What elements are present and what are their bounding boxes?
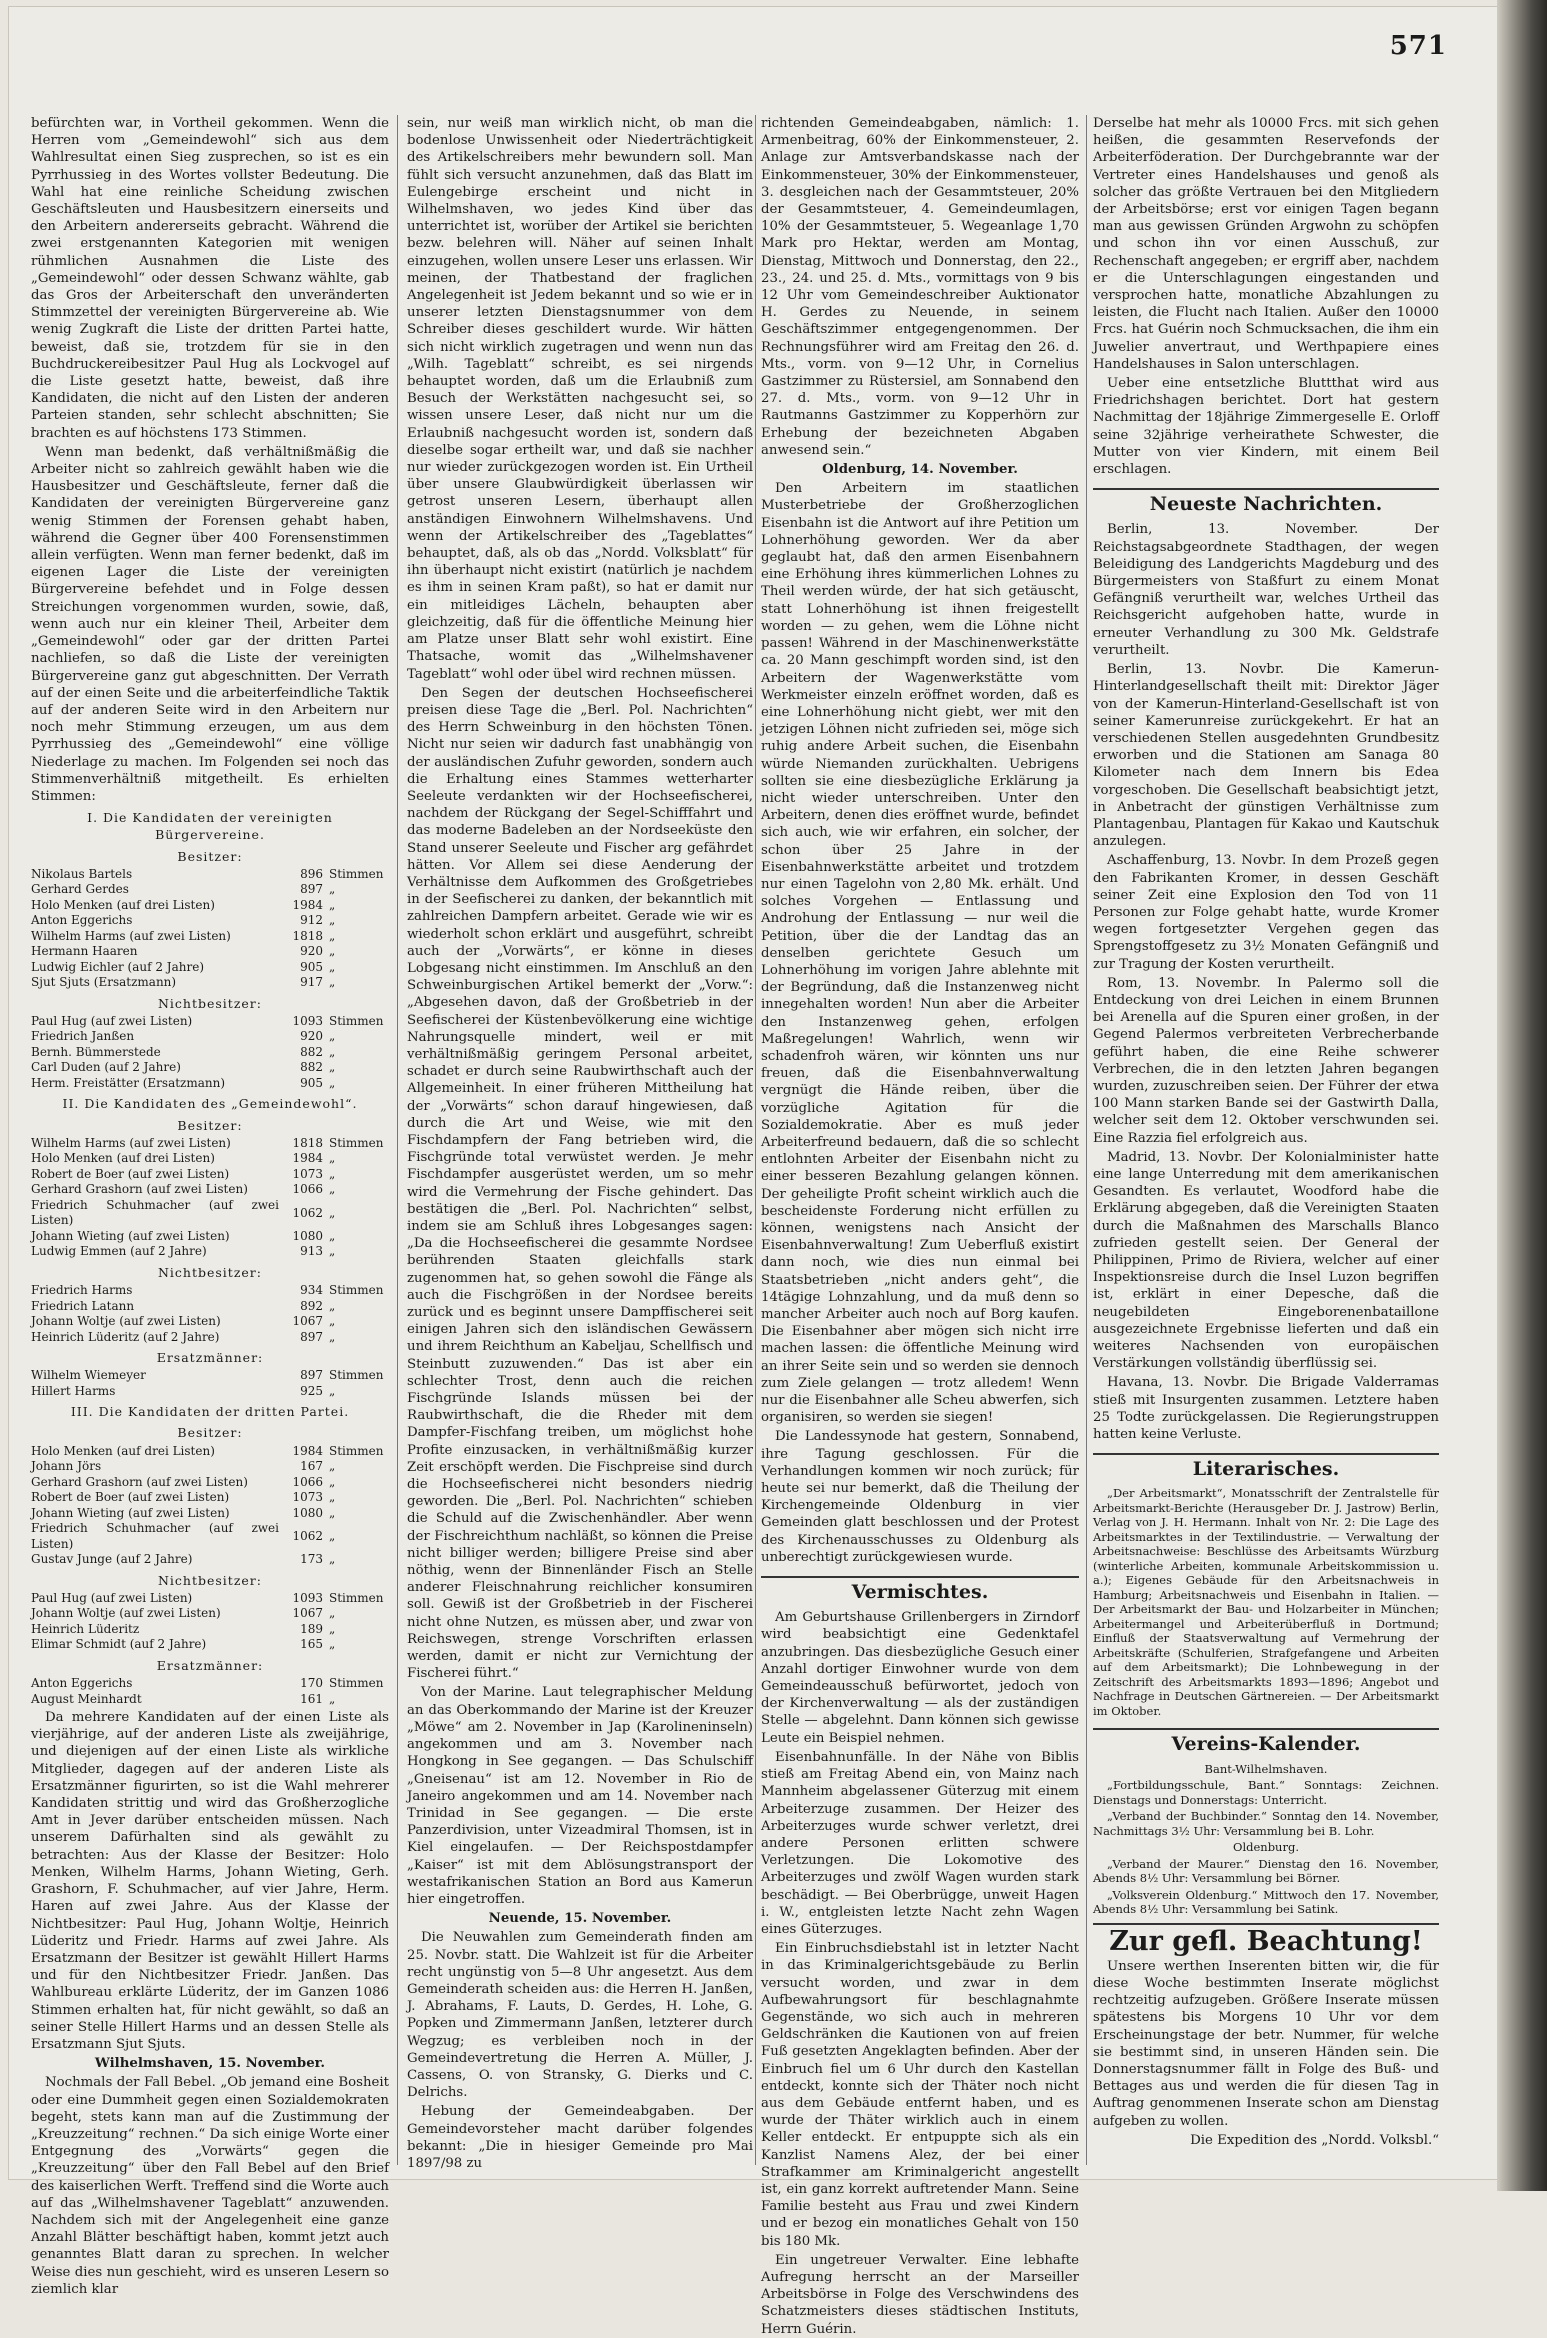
- vote-row: [31, 1229, 389, 1245]
- candidate-name: Bernh. Bümmerstede: [31, 1044, 161, 1059]
- candidate-name: Gustav Junge (auf 2 Jahre): [31, 1552, 193, 1567]
- candidate-name: Paul Hug (auf zwei Listen): [31, 1590, 193, 1605]
- candidate-name: Heinrich Lüderitz (auf 2 Jahre): [31, 1329, 220, 1344]
- article-paragraph: sein, nur weiß man wirklich nicht, ob man die bodenlose Unwissenheit oder Niederträchtigkeit des Artikelschreibers mehr bewundern soll. Man fühlt sich versucht anzunehmen, daß das Blatt im Eulengebirge erscheint und nicht in Wilhelmshaven, wo jedes Kind über das unterrichtet ist, worüber der Artikel sie berichten bezw. belehren will. Näher auf seinen Inhalt einzugehen, wollen unsere Leser uns erlassen. Wir meinen, der Thatbestand der fraglichen Angelegenheit ist Jedem bekannt und so wie er in unserer letzten Dienstagsnummer von dem Schreiber dieses geschildert wurde. Wir hätten sich nicht wirklich zugetragen und wenn nun das „Wilh. Tageblatt“ schreibt, es sei nirgends behauptet worden, daß um die Erlaubniß zum Besuch der Werkstätten nachgesucht sei, so wissen unsere Leser, daß nicht nur um die Erlaubniß nachgesucht worden ist, sondern daß dieselbe sogar ertheilt war, und daß sie nachher nur wieder zurückgezogen worden ist. Ein Urtheil über unsere Glaubwürdigkeit überlassen wir getrost unseren Lesern, überhaupt allen anständigen Einwohnern Wilhelmshavens. Und wenn der Artikelschreiber des „Tageblattes“ behauptet, daß, als ob das „Nordd. Volksblatt“ für ihn überhaupt nicht existirt (natürlich je nachdem es ihm in seinen Kram paßt), so hat er damit nur ein mitleidiges Lächeln, behaupten aber gleichzeitig, daß für die öffentliche Meinung hier am Platze unser Blatt sehr wohl existirt. Eine Thatsache, womit das „Wilhelmshavener Tageblatt“ wohl oder übel wird rechnen müssen.: [407, 116, 753, 682]
- vote-count: 934: [300, 1283, 323, 1298]
- candidate-name: Holo Menken (auf drei Listen): [31, 1443, 215, 1458]
- candidate-name: Ludwig Eichler (auf 2 Jahre): [31, 959, 205, 974]
- vote-count: 1080: [292, 1228, 323, 1243]
- vote-row: [31, 1060, 389, 1076]
- vote-unit: Stimmen: [329, 1135, 384, 1150]
- vote-table: [31, 1014, 389, 1092]
- candidate-name: Sjut Sjuts (Ersatzmann): [31, 975, 177, 990]
- vote-row: [31, 1014, 389, 1030]
- vote-count: 1984: [292, 897, 323, 912]
- list-item: Rom, 13. Novembr. In Palermo soll die Entdeckung von drei Leichen in einem Brunnen bei Arenella auf die Spuren einer großen, in der Gegend Palermos verbreiteten Verbrecherbande geführt haben, die eine Reihe schwerer Verbrechen, die in den letzten Jahren begangen wurden, zuzuschreiben seien. Der Führer der etwa 100 Mann starken Bande sei der Gastwirth Dalla, welcher seit dem 12. Oktober verschwunden sei. Eine Razzia fiel erfolgreich aus.: [1093, 975, 1439, 1146]
- article-paragraph: Ein Einbruchsdiebstahl ist in letzter Nacht in das Kriminalgerichtsgebäude zu Berlin versucht worden, und zwar in dem Aufbewahrungsort für beschlagnahmte Gegenstände, wo sich auch in mehreren Geldschränken die Kautionen von auf freien Fuß gesetzten Angeklagten befinden. Aber der Einbruch fiel um 6 Uhr durch den Kastellan entdeckt, konnte sich der Thäter noch nicht aus dem Gebäude entfernt haben, und es wurde der Thäter wirklich auch in einem Keller entdeckt. Er entpuppte sich als ein Kanzlist Namens Alez, der bei einer Strafkammer am Kriminalgericht angestellt ist, ein ganz korrekt auftretender Mann. Seine Familie besteht aus Frau und zwei Kindern und er bezog ein monatliches Gehalt von 150 bis 180 Mk.: [761, 1941, 1079, 2249]
- vote-count: 165: [300, 1637, 323, 1652]
- candidate-name: Gerhard Grashorn (auf zwei Listen): [31, 1182, 248, 1197]
- vote-unit: „: [329, 1044, 336, 1059]
- article-paragraph: Wenn man bedenkt, daß verhältnißmäßig die Arbeiter nicht so zahlreich gewählt haben wie die Hausbesitzer und Geschäftsleute, ferner daß die Kandidaten der vereinigten Bürgervereine ganz wenig Stimmen der Forensen gehabt haben, während die Gegner über 400 Forensenstimmen allein verfügten. Wenn man ferner bedenkt, daß im eigenen Lager die Liste der vereinigten Bürgervereine befehdet und in Folge dessen Streichungen vorgenommen wurden, sowie, daß, wenn auch nur ein kleiner Theil, Arbeiter dem „Gemeindewohl“ oder gar der dritten Partei nachliefen, so daß die Liste der vereinigten Bürgervereine ganz gut abgeschnitten. Der Verrath auf der einen Seite und die arbeiterfeindliche Taktik auf der anderen Seite wird in den Arbeitern nur noch mehr Stimmung erzeugen, um aus dem Pyrrhussieg des „Gemeindewohl“ eine völlige Niederlage zu machen. Im Folgenden sei noch das Stimmenverhältniß mitgetheilt. Es erhielten Stimmen:: [31, 444, 389, 804]
- list-heading: II. Die Kandidaten des „Gemeindewohl“.: [62, 1096, 358, 1112]
- notice-signature: Die Expedition des „Nordd. Volksbl.“: [1190, 2132, 1439, 2148]
- vote-unit: „: [329, 1298, 336, 1313]
- section-title: Vermischtes.: [761, 1576, 1079, 1601]
- vote-unit: „: [329, 1182, 336, 1197]
- vote-unit: „: [329, 897, 336, 912]
- vote-table: [31, 1368, 389, 1399]
- article-paragraph: Von der Marine. Laut telegraphischer Meldung an das Oberkommando der Marine ist der Kreuzer „Möwe“ am 2. November in Jap (Karolineninseln) angekommen und am 3. November nach Hongkong in See gegangen. — Das Schulschiff „Gneisenau“ ist am 12. November in Rio de Janeiro angekommen und am 14. November nach Trinidad in See gegangen. — Die erste Panzerdivision, unter Vizeadmiral Thomsen, ist in Kiel eingelaufen. — Der Reichspostdampfer „Kaiser“ ist mit dem Ablösungstransport der westafrikanischen Station an Bord aus Kamerun hier eingetroffen.: [407, 1685, 753, 1907]
- vote-count: 913: [300, 1244, 323, 1259]
- vote-unit: „: [329, 1691, 336, 1706]
- vote-row: [31, 1368, 389, 1384]
- vote-unit: „: [329, 913, 336, 928]
- vote-unit: Stimmen: [329, 1013, 384, 1028]
- vote-unit: „: [329, 1383, 336, 1398]
- vote-count: 1984: [292, 1151, 323, 1166]
- newspaper-page: [8, 6, 1528, 2337]
- notice-title: Zur gefl. Beachtung!: [1093, 1923, 1439, 1950]
- vote-unit: „: [329, 1528, 336, 1543]
- calendar-location: Bant-Wilhelmshaven.: [1204, 1761, 1328, 1776]
- candidate-name: Carl Duden (auf 2 Jahre): [31, 1060, 181, 1075]
- vote-row: [31, 1182, 389, 1198]
- vote-unit: „: [329, 1621, 336, 1636]
- list-item: „Volksverein Oldenburg.“ Mittwoch den 17. November, Abends 8½ Uhr: Versammlung bei Satink.: [1093, 1887, 1439, 1917]
- article-paragraph: Die Neuwahlen zum Gemeinderath finden am 25. Novbr. statt. Die Wahlzeit ist für die Arbeiter recht ungünstig von 5—8 Uhr angesetzt. Aus dem Gemeinderath scheiden aus: die Herren H. Janßen, J. Abrahams, F. Lauts, D. Gerdes, H. Lohe, G. Popken und Zimmermann Janßen, letzterer durch Wegzug; es verbleiben noch in der Gemeindevertretung die Herren A. Müller, J. Cassens, O. von Stransky, G. Dierks und C. Delrichs.: [407, 1930, 753, 2101]
- vote-unit: „: [329, 928, 336, 943]
- vote-row: [31, 1167, 389, 1183]
- vote-row: [31, 1622, 389, 1638]
- list-item: Berlin, 13. Novbr. Die Kamerun-Hinterlandgesellschaft theilt mit: Direktor Jäger von der Kamerun-Hinterland-Gesellschaft ist von seiner Kamerunreise zurückgekehrt. Er hat an verschiedenen Stellen ausgedehnten Grundbesitz erworben und die Stationen am Sanaga 80 Kilometer nach dem Innern bis Edea vorgeschoben. Die Gesellschaft beabsichtigt jetzt, in Anbetracht der günstigen Verhältnisse zum Plantagenbau, Plantagen für Kakao und Kautschuk anzulegen.: [1093, 662, 1439, 850]
- vote-count: 1093: [292, 1590, 323, 1605]
- vote-count: 167: [300, 1459, 323, 1474]
- vote-row: [31, 1490, 389, 1506]
- vote-row: [31, 913, 389, 929]
- article-paragraph: Hebung der Gemeindeabgaben. Der Gemeindevorsteher macht darüber folgendes bekannt: „Die in hiesiger Gemeinde pro Mai 1897/98 zu: [407, 2104, 753, 2171]
- article-paragraph: Die Landessynode hat gestern, Sonnabend, ihre Tagung geschlossen. Für die Verhandlungen kommen wir noch zurück; für heute sei nur bemerkt, daß die Theilung der Kirchengemeinde Oldenburg in vier Gemeinden glatt beschlossen und der Protest des Kirchenausschusses zu Oldenburg als unberechtigt zurückgewiesen wurde.: [761, 1429, 1079, 1565]
- section-title: Neueste Nachrichten.: [1093, 488, 1439, 513]
- vote-row: [31, 1198, 389, 1229]
- candidate-name: August Meinhardt: [31, 1691, 142, 1706]
- vote-row: [31, 929, 389, 945]
- vote-unit: „: [329, 944, 336, 959]
- list-subheading: Besitzer:: [177, 1117, 243, 1133]
- vote-row: [31, 1283, 389, 1299]
- candidate-name: Nikolaus Bartels: [31, 866, 133, 881]
- vote-unit: Stimmen: [329, 1676, 384, 1691]
- binding-spine: [1497, 0, 1547, 2191]
- vote-row: [31, 1299, 389, 1315]
- page-number: 571: [1389, 31, 1447, 61]
- article-paragraph: Ein ungetreuer Verwalter. Eine lebhafte Aufregung herrscht an der Marseiller Arbeitsbörse in Folge des Verschwindens des Schatzmeisters dieses städtischen Instituts, Herrn Guérin.: [761, 2252, 1079, 2337]
- vote-count: 1062: [292, 1528, 323, 1543]
- vote-count: 173: [300, 1552, 323, 1567]
- candidate-name: Friedrich Harms: [31, 1283, 133, 1298]
- vote-unit: Stimmen: [329, 866, 384, 881]
- vote-table: [31, 1136, 389, 1260]
- vote-count: 161: [300, 1691, 323, 1706]
- vote-row: [31, 1151, 389, 1167]
- calendar-list: [1093, 1778, 1439, 1838]
- vote-row: [31, 1552, 389, 1568]
- article-paragraph: Nochmals der Fall Bebel. „Ob jemand eine Bosheit oder eine Dummheit gegen einen Sozialdemokraten begeht, stets kann man auf die Zustimmung der „Kreuzzeitung“ rechnen.“ Da sich einige Worte einer Entgegnung des „Vorwärts“ gegen die „Kreuzzeitung“ über den Fall Bebel auf den Brief des kaiserlichen Werft. Treffend sind die Worte auch auf das „Wilhelmshavener Tageblatt“ anzuwenden. Nachdem sich mit der Angelegenheit eine ganze Anzahl Blätter beschäftigt haben, kommt jetzt auch genanntes Blatt daran zu sprechen. In welcher Weise dies nun geschieht, wird es unseren Lesern so ziemlich klar: [31, 2075, 389, 2297]
- vote-row: [31, 1506, 389, 1522]
- article-paragraph: befürchten war, in Vortheil gekommen. Wenn die Herren vom „Gemeindewohl“ sich aus dem Wahlresultat einen Sieg zusprechen, so ist es ein Pyrrhussieg in des Wortes vollster Bedeutung. Die Wahl hat eine reinliche Scheidung zwischen Geschäftsleuten und Hausbesitzern einerseits und den Arbeitern andererseits gebracht. Während die zwei erstgenannten Kategorien mit wenigen rühmlichen Ausnahmen die Liste des „Gemeindewohl“ oder dessen Schwanz wählte, gab das Gros der Arbeiterschaft den unveränderten Stimmzettel der vereinigten Bürgervereine ab. Wie wenig Zugkraft die Liste der dritten Partei hatte, beweist, daß sie, trotzdem für sie in den Buchdruckereibesitzer Paul Hug als Lockvogel auf die Liste gesetzt hatte, beweist, daß ihre Kandidaten, die nicht auf den Listen der anderen Parteien standen, sehr schlecht abschnitten; Sie brachten es auf höchstens 173 Stimmen.: [31, 116, 389, 441]
- vote-row: [31, 960, 389, 976]
- vote-row: [31, 1606, 389, 1622]
- vote-unit: „: [329, 1244, 336, 1259]
- vote-unit: „: [329, 959, 336, 974]
- vote-unit: „: [329, 1029, 336, 1044]
- vote-count: 897: [300, 882, 323, 897]
- vote-unit: „: [329, 882, 336, 897]
- vote-table: [31, 867, 389, 991]
- list-subheading: Nichtbesitzer:: [157, 995, 262, 1011]
- vote-count: 1073: [292, 1166, 323, 1181]
- vote-row: [31, 1136, 389, 1152]
- candidate-name: Gerhard Gerdes: [31, 882, 129, 897]
- list-item: Berlin, 13. November. Der Reichstagsabgeordnete Stadthagen, der wegen Beleidigung des Landgerichts Magdeburg und des Bürgermeisters von Staßfurt zu einem Monat Gefängniß verurtheilt war, welches Urtheil das Reichsgericht aufgehoben hatte, wurde in erneuter Verhandlung zu 300 Mk. Geldstrafe verurtheilt.: [1093, 522, 1439, 658]
- column-rule: [1086, 115, 1087, 2165]
- vote-row: [31, 1521, 389, 1552]
- candidate-name: Wilhelm Harms (auf zwei Listen): [31, 1135, 231, 1150]
- vote-row: [31, 867, 389, 883]
- vote-table: [31, 1591, 389, 1653]
- vote-count: 897: [300, 1368, 323, 1383]
- vote-unit: „: [329, 1205, 336, 1220]
- vote-unit: „: [329, 1459, 336, 1474]
- candidate-name: Friedrich Latann: [31, 1298, 135, 1313]
- vote-count: 1818: [292, 1135, 323, 1150]
- vote-count: 1062: [292, 1205, 323, 1220]
- candidate-name: Heinrich Lüderitz: [31, 1621, 140, 1636]
- list-item: „Verband der Buchbinder.“ Sonntag den 14. November, Nachmittags 3½ Uhr: Versammlung bei B. Lohr.: [1093, 1809, 1439, 1838]
- vote-count: 170: [300, 1676, 323, 1691]
- candidate-name: Anton Eggerichs: [31, 913, 133, 928]
- vote-count: 1067: [292, 1606, 323, 1621]
- column-2: [407, 115, 753, 2175]
- section-title: Literarisches.: [1093, 1453, 1439, 1478]
- candidate-name: Anton Eggerichs: [31, 1676, 133, 1691]
- vote-count: 1067: [292, 1314, 323, 1329]
- vote-row: [31, 1459, 389, 1475]
- vote-unit: Stimmen: [329, 1283, 384, 1298]
- list-item: „Verband der Maurer.“ Dienstag den 16. November, Abends 8½ Uhr: Versammlung bei Börner.: [1093, 1856, 1439, 1886]
- vote-unit: „: [329, 1490, 336, 1505]
- column-4: [1093, 115, 1439, 2175]
- candidate-name: Johann Woltje (auf zwei Listen): [31, 1314, 221, 1329]
- vote-count: 1073: [292, 1490, 323, 1505]
- list-subheading: Nichtbesitzer:: [157, 1572, 262, 1588]
- candidate-name: Gerhard Grashorn (auf zwei Listen): [31, 1474, 248, 1489]
- candidate-name: Johann Wieting (auf zwei Listen): [31, 1505, 230, 1520]
- vote-count: 1984: [292, 1443, 323, 1458]
- vote-unit: „: [329, 1075, 336, 1090]
- vote-count: 1093: [292, 1013, 323, 1028]
- list-item: Aschaffenburg, 13. Novbr. In dem Prozeß gegen den Fabrikanten Kromer, in dessen Geschäft seiner Zeit eine Explosion den Tod von 11 Personen zur Folge gehabt hatte, wurde Kromer wegen fortgesetzter Vergehen gegen das Sprengstoffgesetz zu 3½ Monaten Gefängniß und zur Tragung der Kosten verurtheilt.: [1093, 853, 1439, 972]
- vote-row: [31, 1676, 389, 1692]
- candidate-name: Johann Woltje (auf zwei Listen): [31, 1606, 221, 1621]
- vote-count: 917: [300, 975, 323, 990]
- vote-row: [31, 1314, 389, 1330]
- candidate-name: Wilhelm Wiemeyer: [31, 1368, 146, 1383]
- candidate-name: Friedrich Schuhmacher (auf zwei Listen): [31, 1197, 279, 1228]
- candidate-name: Hermann Haaren: [31, 944, 138, 959]
- vote-count: 882: [300, 1060, 323, 1075]
- vote-count: 896: [300, 866, 323, 881]
- vote-count: 905: [300, 1075, 323, 1090]
- vote-count: 925: [300, 1383, 323, 1398]
- vote-unit: Stimmen: [329, 1443, 384, 1458]
- article-paragraph: richtenden Gemeindeabgaben, nämlich: 1. Armenbeitrag, 60% der Einkommensteuer, 2. Anlage zur Amtsverbandskasse nach der Einkommensteuer, 30% der Einkommensteuer, 3. desgleichen nach der Gesammtsteuer, 20% der Gesammtsteuer, 4. Gemeindeumlagen, 10% der Gesammtsteuer, 5. Wegeanlage 1,70 Mark pro Hektar, werden am Montag, Dienstag, Mittwoch und Donnerstag, den 22., 23., 24. und 25. d. Mts., vormittags von 9 bis 12 Uhr vom Gemeindeschreiber Auktionator H. Gerdes zu Neuende, in seinem Geschäftszimmer entgegengenommen. Der Rechnungsführer wird am Freitag den 26. d. Mts., vorm. von 9—12 Uhr, in Cornelius Gastzimmer zu Rüstersiel, am Sonnabend den 27. d. Mts., vorm. von 9—12 Uhr in Rautmanns Gastzimmer zu Kopperhörn zur Erhebung der bezeichneten Abgaben anwesend sein.“: [761, 116, 1079, 458]
- candidate-name: Johann Jörs: [31, 1459, 102, 1474]
- article-paragraph: Ueber eine entsetzliche Bluttthat wird aus Friedrichshagen berichtet. Dort hat gestern Nachmittag der 18jährige Zimmergeselle E. Orloff seine 32jährige verheirathete Schwester, die Mutter von vier Kindern, mit einem Beil erschlagen.: [1093, 376, 1439, 478]
- dateline: Neuende, 15. November.: [488, 1911, 672, 1927]
- article-paragraph: Den Segen der deutschen Hochseefischerei preisen diese Tage die „Berl. Pol. Nachrichten“ des Herrn Schweinburg in den höchsten Tönen. Nicht nur seien wir dadurch fast unabhängig von der ausländischen Zufuhr geworden, sondern auch die Erhaltung eines Stammes wetterharter Seeleute verdankten wir der Hochseefischerei, nachdem der Rückgang der Segel-Schifffahrt und das moderne Badeleben an der Nordseeküste den Stand unserer Seeleute und Fischer arg gefährdet hätten. Vor Allem sei diese Aenderung der Verhältnisse dem Aufkommen des Großgetriebes in der Seefischerei zu danken, der bekanntlich mit zahlreichen Dampfern arbeitet. Gerade wie wir es wiederholt schon erklärt und ausgeführt, schreibt auch der „Vorwärts“, er könne in dieses Lobgesang nicht einstimmen. Im Anschluß an den Schweinburgischen Artikel bemerkt der „Vorw.“: „Abgesehen davon, daß der Großbetrieb in der Seefischerei der Küstenbevölkerung eine wichtige Nahrungsquelle mindert, weil er mit verhältnißmäßig geringem Personal arbeitet, schadet er durch seine Raubwirthschaft auch der Allgemeinheit. In einer früheren Mittheilung hat der „Vorwärts“ schon darauf hingewiesen, daß durch die Art und Weise, wie mit den Fischdampfern der Fang betrieben wird, die Fischgründe total verwüstet werden. Je mehr Fischdampfer ausgerüstet werden, um so mehr wird die Vermehrung der Fische gehindert. Das bestätigen die „Berl. Pol. Nachrichten“ selbst, indem sie am Schluß ihres Lobgesanges sagen: „Da die Hochseefischerei die gesammte Nordsee berührenden Staaten gleichfalls stark zugenommen hat, so gehen sowohl die Fänge als auch die Fischgrößen in der Nordsee bereits zurück und es beginnt unsere Dampffischerei seit einigen Jahren sich den isländischen Gewässern und ihrem Reichthum an Kabeljau, Schellfisch und Steinbutt zuzuwenden.“ Das ist aber ein schlechter Trost, denn auch die reichen Fischgründe Islands müssen bei der Raubwirthschaft, die die Rheder mit dem Dampfer-Fischfang treiben, um möglichst hohe Profite einzusacken, in verhältnißmäßig kurzer Zeit erschöpft werden. Die Fischpreise sind durch die Hochseefischerei nicht besonders niedrig geworden. Die „Berl. Pol. Nachrichten“ schieben die Schuld auf die Zwischenhändler. Aber wenn der Fischreichthum nachläßt, so können die Preise nicht billiger werden; billigere Preise sind aber nöthig, wenn der Binnenländer Fisch an Stelle anderer Fleischnahrung reichlicher konsumiren soll. Gewiß ist der Großbetrieb in der Fischerei nicht ohne Nutzen, es müssen aber, und zwar von Reichswegen, strenge Vorschriften erlassen werden, damit er nicht zur Vernichtung der Fischerei führt.“: [407, 685, 753, 1682]
- candidate-name: Elimar Schmidt (auf 2 Jahre): [31, 1637, 207, 1652]
- vote-count: 1066: [292, 1182, 323, 1197]
- vote-unit: Stimmen: [329, 1590, 384, 1605]
- list-item: Madrid, 13. Novbr. Der Kolonialminister hatte eine lange Unterredung mit dem amerikanischen Gesandten. Es verlautet, Woodford habe die Erklärung abgegeben, daß die Vereinigten Staaten durch die Maßnahmen des Marschalls Blanco zufrieden gestellt seien. Der General der Philippinen, Primo de Riviera, welcher auf einer Inspektionsreise durch die Insel Luzon begriffen ist, erklärt in einer Depesche, daß die neugebildeten Eingeborenenbataillone ausgezeichnete Ergebnisse lieferten und daß ein weiteres Nachsenden von europäischen Verstärkungen vollständig überflüssig sei.: [1093, 1149, 1439, 1372]
- calendar-list: [1093, 1857, 1439, 1917]
- vote-unit: „: [329, 1228, 336, 1243]
- vote-row: [31, 1444, 389, 1460]
- list-item: Havana, 13. Novbr. Die Brigade Valderramas stieß mit Insurgenten zusammen. Letztere haben 25 Todte zurückgelassen. Die Regierungstruppen hatten keine Verluste.: [1093, 1375, 1439, 1443]
- vote-count: 920: [300, 1029, 323, 1044]
- vote-count: 189: [300, 1621, 323, 1636]
- column-3: [761, 115, 1079, 2337]
- list-subheading: Besitzer:: [177, 1425, 243, 1441]
- candidate-name: Johann Wieting (auf zwei Listen): [31, 1228, 230, 1243]
- list-subheading: Ersatzmänner:: [156, 1350, 264, 1366]
- vote-count: 1080: [292, 1505, 323, 1520]
- calendar-location: Oldenburg.: [1233, 1840, 1299, 1855]
- vote-row: [31, 1475, 389, 1491]
- article-paragraph: Am Geburtshause Grillenbergers in Zirndorf wird beabsichtigt eine Gedenktafel anzubringen. Das diesbezügliche Gesuch einer Anzahl dortiger Einwohner wurde von dem Gemeindeausschuß befürwortet, jedoch von der Kirchenverwaltung — als der zuständigen Stelle — abgelehnt. Dann können sich gewisse Leute ein Beispiel nehmen.: [761, 1610, 1079, 1746]
- notice-text: Unsere werthen Inserenten bitten wir, die für diese Woche bestimmten Inserate möglichst rechtzeitig aufzugeben. Größere Inserate müssen spätestens bis Morgens 10 Uhr vor dem Erscheinungstage der betr. Nummer, für welche sie bestimmt sind, in unseren Händen sein. Die Donnerstagsnummer fällt in Folge des Buß- und Bettages aus und werden die für diesen Tag in Auftrag genommenen Inserate schon am Dienstag aufgeben zu wollen.: [1093, 1958, 1439, 2129]
- vote-count: 920: [300, 944, 323, 959]
- vote-unit: „: [329, 1060, 336, 1075]
- list-subheading: Ersatzmänner:: [156, 1657, 264, 1673]
- vote-row: [31, 944, 389, 960]
- candidate-name: Hillert Harms: [31, 1383, 116, 1398]
- vote-row: [31, 1637, 389, 1653]
- dateline: Wilhelmshaven, 15. November.: [94, 2056, 326, 2072]
- candidate-name: Robert de Boer (auf zwei Listen): [31, 1490, 230, 1505]
- vote-count: 912: [300, 913, 323, 928]
- vote-row: [31, 1244, 389, 1260]
- vote-count: 882: [300, 1044, 323, 1059]
- vote-unit: Stimmen: [329, 1368, 384, 1383]
- vote-row: [31, 1029, 389, 1045]
- vote-row: [31, 1045, 389, 1061]
- vote-row: [31, 882, 389, 898]
- article-paragraph: Eisenbahnunfälle. In der Nähe von Biblis stieß am Freitag Abend ein, von Mainz nach Mannheim abgelassener Güterzug mit einem Arbeiterzuge zusammen. Der Heizer des Arbeiterzuges wurde schwer verletzt, drei andere Personen erlitten schwere Verletzungen. Die Lokomotive des Arbeiterzuges und zwölf Wagen wurden stark beschädigt. — Bei Oberbrügge, unweit Hagen i. W., entgleisten letzte Nacht zehn Wagen eines Güterzuges.: [761, 1749, 1079, 1937]
- vote-unit: „: [329, 1151, 336, 1166]
- article-paragraph: Derselbe hat mehr als 10000 Frcs. mit sich gehen heißen, die gesammten Reservefonds der Arbeiterföderation. Der Durchgebrannte war der Vertreter eines Handelshauses und genoß als solcher das größte Vertrauen bei den Mitgliedern der Arbeitsbörse; erst vor einigen Tagen begann man aus gewissen Gründen Argwohn zu schöpfen und schon ihn vor einen Ausschuß, zur Rechenschaft angegeben; er ergriff aber, nachdem er die Unterschlagungen eingestanden und versprochen hatte, monatliche Abzahlungen zu leisten, die Flucht nach Italien. Außer den 10000 Frcs. hat Guérin noch Schmucksachen, die ihm ein Juwelier anvertraut, und Werthpapiere eines Handelshauses in Salon unterschlagen.: [1093, 116, 1439, 372]
- dateline: Oldenburg, 14. November.: [822, 462, 1018, 478]
- vote-unit: „: [329, 1314, 336, 1329]
- literature-notice: „Der Arbeitsmarkt“, Monatsschrift der Zentralstelle für Arbeitsmarkt-Berichte (Herausgeber Dr. J. Jastrow) Berlin, Verlag von J. H. Hermann. Inhalt von Nr. 2: Die Lage des Arbeitsmarktes in der Textilindustrie. — Verwaltung der Arbeitsnachweise: Beschlüsse des Arbeitsamts Würzburg (winterliche Arbeiten, kommunale Arbeitskommission u. a.); Eigenes Gebäude für den Arbeitsnachweis in Hamburg; Arbeitsnachweis und Eisenbahn in Italien. — Der Arbeitsmarkt der Bau- und Holzarbeiter in München; Arbeitermangel und Arbeiterüberfluß in Dortmund; Einfluß der Staatsverwaltung auf Vermehrung der Arbeitskräfte (Schulferien, Strafgefangene und Arbeiten auf dem Arbeitsmarkt); Die Lohnbewegung in der Zeitschrift des Arbeitsmarkts 1893—1896; Angebot und Nachfrage in Deutschen Gärtnereien. — Der Arbeitsmarkt im Oktober.: [1093, 1486, 1439, 1718]
- vote-count: 905: [300, 959, 323, 974]
- candidate-name: Holo Menken (auf drei Listen): [31, 1151, 215, 1166]
- vote-table: [31, 1676, 389, 1707]
- vote-unit: „: [329, 1505, 336, 1520]
- vote-row: [31, 975, 389, 991]
- candidate-name: Holo Menken (auf drei Listen): [31, 897, 215, 912]
- vote-count: 892: [300, 1298, 323, 1313]
- candidate-name: Paul Hug (auf zwei Listen): [31, 1013, 193, 1028]
- vote-row: [31, 1330, 389, 1346]
- news-list: [1093, 521, 1439, 1443]
- vote-unit: „: [329, 1474, 336, 1489]
- column-rule: [755, 115, 756, 2165]
- section-title: Vereins-Kalender.: [1093, 1728, 1439, 1753]
- candidate-name: Ludwig Emmen (auf 2 Jahre): [31, 1244, 207, 1259]
- vote-unit: „: [329, 1329, 336, 1344]
- vote-count: 897: [300, 1329, 323, 1344]
- candidate-name: Herm. Freistätter (Ersatzmann): [31, 1075, 226, 1090]
- vote-row: [31, 1384, 389, 1400]
- list-item: „Fortbildungsschule, Bant.“ Sonntags: Zeichnen. Dienstags und Donnerstags: Unterricht.: [1093, 1778, 1439, 1807]
- article-paragraph: Den Arbeitern im staatlichen Musterbetriebe der Großherzoglichen Eisenbahn ist die Antwort auf ihre Petition um Lohnerhöhung geworden. Wer da aber geglaubt hat, daß den armen Eisenbahnern eine Erhöhung ihres kümmerlichen Lohnes zu Theil werden würde, der hat sich getäuscht, statt Lohnerhöhung ist ihnen freigestellt worden — zu gehen, wem die Löhne nicht passen! Während in der Maschinenwerkstätte ca. 20 Mann geschimpft worden sind, ist den Arbeitern der Wagenwerkstätte vom Werkmeister einzeln eröffnet worden, daß es eine Lohnerhöhung nicht giebt, wer mit den jetzigen Löhnen nicht zufrieden sei, möge sich ruhig andere Arbeit suchen, die Eisenbahn würde Niemanden zurückhalten. Uebrigens sollten sie eine diesbezügliche Erklärung ja nicht wieder unterschreiben. Unter den Arbeitern, denen dies eröffnet wurde, befindet sich auch, wie wir erfahren, ein solcher, der schon über 25 Jahre in der Eisenbahnwerkstätte arbeitet und trotzdem nur einen Tagelohn von 2,80 Mk. erhält. Und solches Vorgehen — Entlassung und Androhung der Entlassung — nur weil die Petition, über die der Landtag das an denselben gerichtete Gesuch um Lohnerhöhung im vorigen Jahre ablehnte mit der Begründung, daß die Instanzenweg nicht innegehalten worden! Nun aber die Arbeiter den Instanzenweg gehen, erfolgen Maßregelungen! Wahrlich, wenn wir schadenfroh wären, wir könnten uns nur freuen, daß die Eisenbahnverwaltung vergnügt die Hände reiben, über die vorzügliche Agitation für die Sozialdemokratie. Aber es muß jeder Arbeiterfreund bedauern, daß die so schlecht entlohnten Arbeiter der Eisenbahn nicht zu einer besseren Bezahlung gelangen können. Der geheiligte Profit scheint wirklich auch die bescheidenste Forderung nicht erfüllen zu können, wenigstens nach Ansicht der Eisenbahnverwaltung! Zum Ueberfluß existirt dann noch, wie dies nun einmal bei Staatsbetrieben „nicht anders geht“, die 14tägige Lohnzahlung, und da muß denn so mancher Arbeiter auch noch auf Borg kaufen. Die Eisenbahner aber mögen sich nicht irre machen lassen: die öffentliche Meinung wird an ihrer Seite sein und so werden sie dennoch zum Ziele gelangen — trotz alledem! Wenn nur die Eisenbahner alle Scheu abwerfen, sich organisiren, so werden sie siegen!: [761, 481, 1079, 1426]
- column-rule: [397, 115, 398, 2165]
- candidate-name: Robert de Boer (auf zwei Listen): [31, 1166, 230, 1181]
- vote-count: 1066: [292, 1474, 323, 1489]
- article-paragraph: Da mehrere Kandidaten auf der einen Liste als vierjährige, auf der anderen Liste als zweijährige, und diejenigen auf der einen Liste als wirkliche Mitglieder, dagegen auf der anderen Liste als Ersatzmänner figurirten, so ist die Wahl mehrerer Kandidaten strittig und wird das Großherzogliche Amt in Jever darüber entscheiden müssen. Nach unserem Dafürhalten sind als gewählt zu betrachten: Aus der Klasse der Besitzer: Holo Menken, Wilhelm Harms, Johann Wieting, Gerh. Grashorn, F. Schuhmacher, auf vier Jahre, Herm. Haren auf zwei Jahre. Aus der Klasse der Nichtbesitzer: Paul Hug, Johann Woltje, Heinrich Lüderitz und Friedr. Harms auf zwei Jahre. Als Ersatzmann der Besitzer ist gewählt Hillert Harms und für den Nichtbesitzer Friedr. Janßen. Das Wahlbureau erklärte Lüderitz, der im Ganzen 1086 Stimmen erhalten hat, für nicht gewählt, so daß an seiner Stelle Hillert Harms und an dessen Stelle als Ersatzmann Sjut Sjuts.: [31, 1710, 389, 2052]
- vote-table: [31, 1444, 389, 1568]
- list-heading: I. Die Kandidaten der vereinigten Bürgervereine.: [87, 810, 333, 843]
- list-subheading: Besitzer:: [177, 848, 243, 864]
- candidate-name: Friedrich Schuhmacher (auf zwei Listen): [31, 1521, 279, 1551]
- vote-row: [31, 1591, 389, 1607]
- candidate-name: Friedrich Janßen: [31, 1029, 135, 1044]
- list-heading: III. Die Kandidaten der dritten Partei.: [70, 1404, 350, 1420]
- vote-table: [31, 1283, 389, 1345]
- vote-count: 1818: [292, 928, 323, 943]
- vote-unit: „: [329, 1552, 336, 1567]
- list-subheading: Nichtbesitzer:: [157, 1264, 262, 1280]
- candidate-name: Wilhelm Harms (auf zwei Listen): [31, 928, 231, 943]
- vote-unit: „: [329, 1606, 336, 1621]
- vote-unit: „: [329, 975, 336, 990]
- vote-row: [31, 898, 389, 914]
- vote-unit: „: [329, 1166, 336, 1181]
- column-1: [31, 115, 389, 2297]
- vote-unit: „: [329, 1637, 336, 1652]
- vote-row: [31, 1076, 389, 1092]
- vote-row: [31, 1692, 389, 1708]
